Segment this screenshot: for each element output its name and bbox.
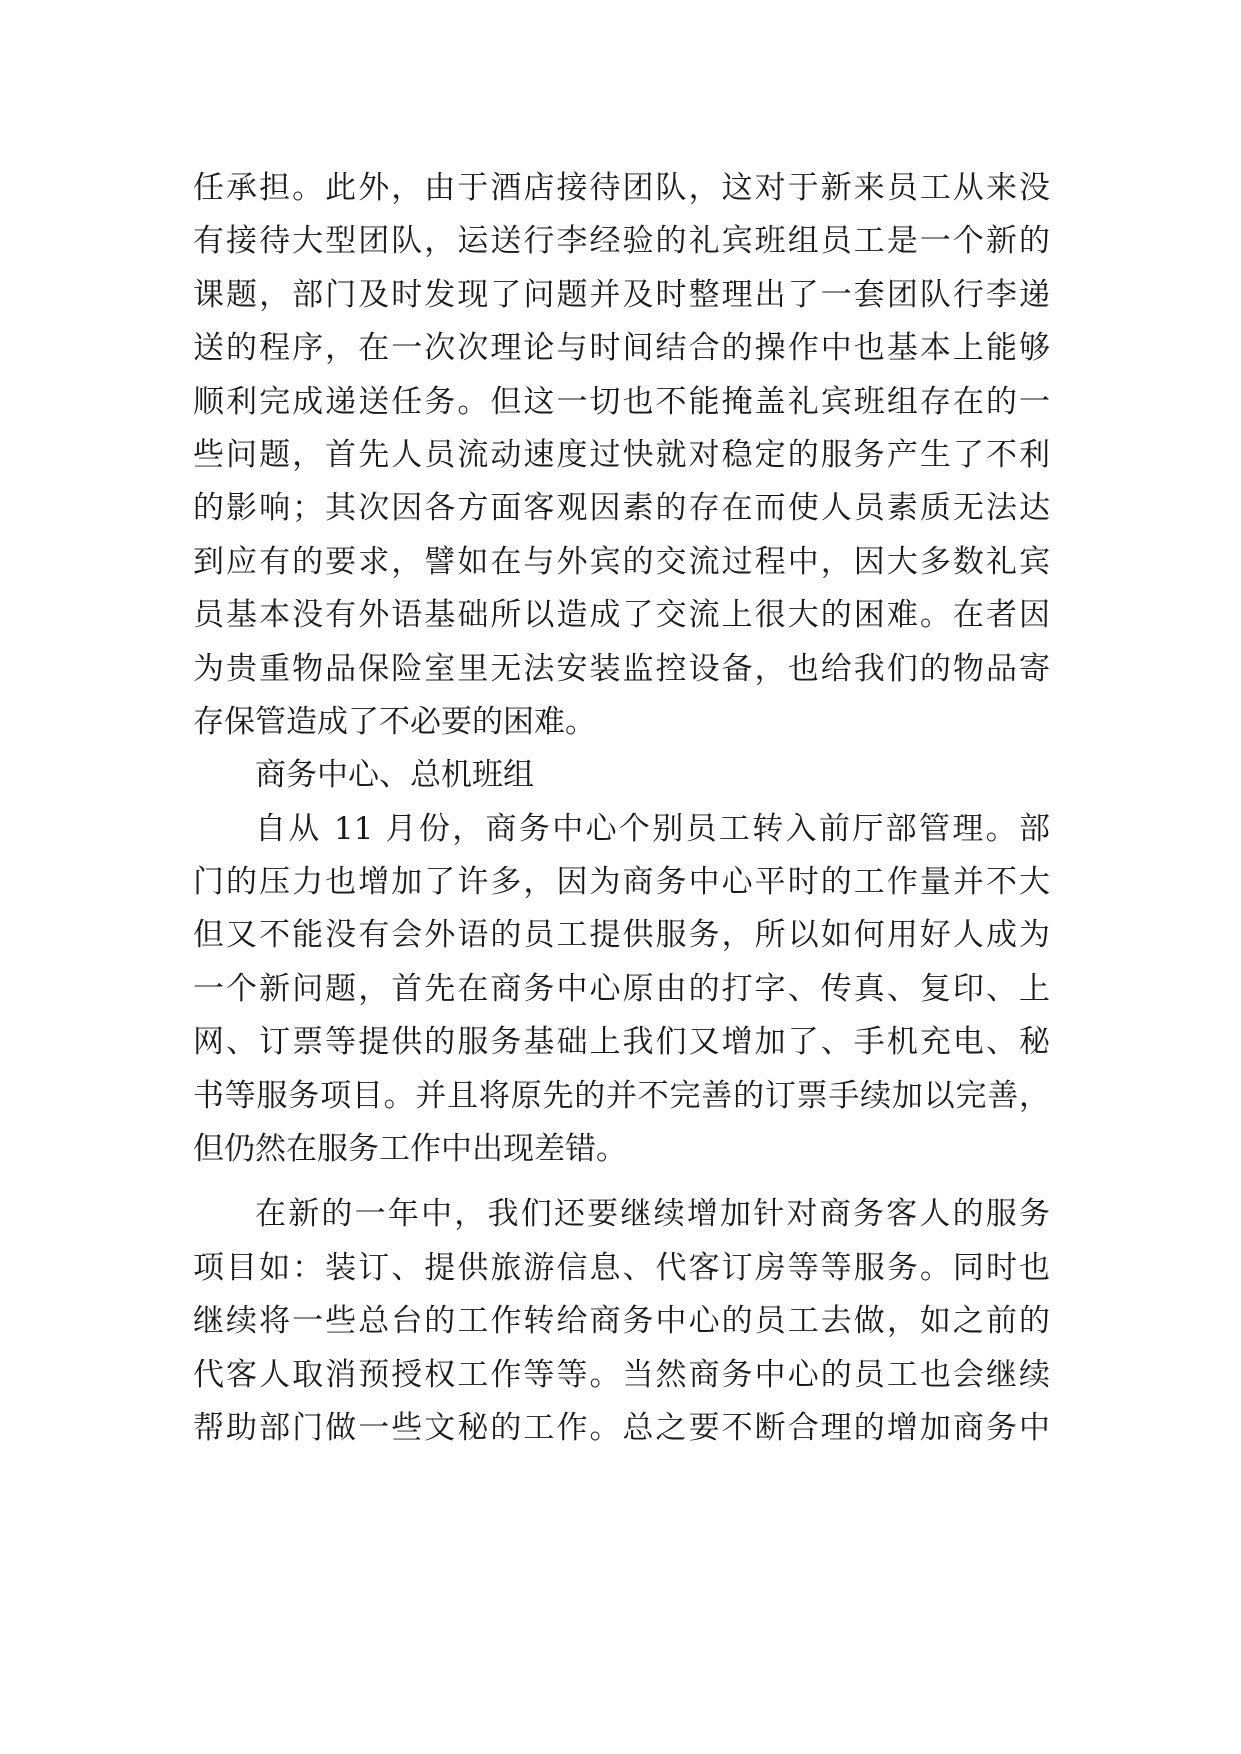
text-line: 有接待大型团队，运送行李经验的礼宾班组员工是一个新的 (193, 223, 1050, 260)
paragraph (193, 803, 1050, 1177)
text-line: 任承担。此外，由于酒店接待团队，这对于新来员工从来没 (193, 170, 1050, 206)
text-line: 为贵重物品保险室里无法安装监控设备，也给我们的物品寄 (193, 650, 1050, 687)
text-line: 一个新问题，首先在商务中心原由的打字、传真、复印、上 (193, 970, 1050, 1007)
text-line: 网、订票等提供的服务基础上我们又增加了、手机充电、秘 (193, 1024, 1050, 1061)
text-line: 但又不能没有会外语的员工提供服务，所以如何用好人成为 (193, 917, 1050, 954)
text-line: 书等服务项目。并且将原先的并不完善的订票手续加以完善， (193, 1077, 1050, 1114)
paragraph-spacer (193, 1176, 1050, 1188)
text-line: 门的压力也增加了许多，因为商务中心平时的工作量并不大 (193, 864, 1050, 901)
section-heading (193, 749, 1050, 802)
paragraph (193, 1188, 1050, 1455)
text-line: 的影响；其次因各方面客观因素的存在而使人员素质无法达 (193, 490, 1050, 527)
paragraph (193, 162, 1050, 749)
text-line: 继续将一些总台的工作转给商务中心的员工去做，如之前的 (193, 1303, 1050, 1340)
text-line: 些问题，首先人员流动速度过快就对稳定的服务产生了不利 (193, 436, 1050, 473)
text-line: 自从 11 月份，商务中心个别员工转入前厅部管理。部 (255, 810, 1050, 847)
text-line: 在新的一年中，我们还要继续增加针对商务客人的服务 (255, 1196, 1050, 1233)
text-line: 送的程序，在一次次理论与时间结合的操作中也基本上能够 (193, 330, 1050, 367)
text-line: 代客人取消预授权工作等等。当然商务中心的员工也会继续 (193, 1356, 1050, 1393)
section-heading-text: 商务中心、总机班组 (255, 757, 534, 794)
text-line: 帮助部门做一些文秘的工作。总之要不断合理的增加商务中 (193, 1409, 1050, 1446)
text-line: 员基本没有外语基础所以造成了交流上很大的困难。在者因 (193, 597, 1050, 634)
document-body (193, 162, 1050, 1455)
text-line: 项目如：装订、提供旅游信息、代客订房等等服务。同时也 (193, 1249, 1050, 1286)
text-line: 顺利完成递送任务。但这一切也不能掩盖礼宾班组存在的一 (193, 383, 1050, 420)
text-line: 存保管造成了不必要的困难。 (193, 703, 596, 740)
text-line: 课题，部门及时发现了问题并及时整理出了一套团队行李递 (193, 276, 1050, 313)
text-line: 到应有的要求，譬如在与外宾的交流过程中，因大多数礼宾 (193, 543, 1050, 580)
text-line: 但仍然在服务工作中出现差错。 (193, 1131, 627, 1168)
